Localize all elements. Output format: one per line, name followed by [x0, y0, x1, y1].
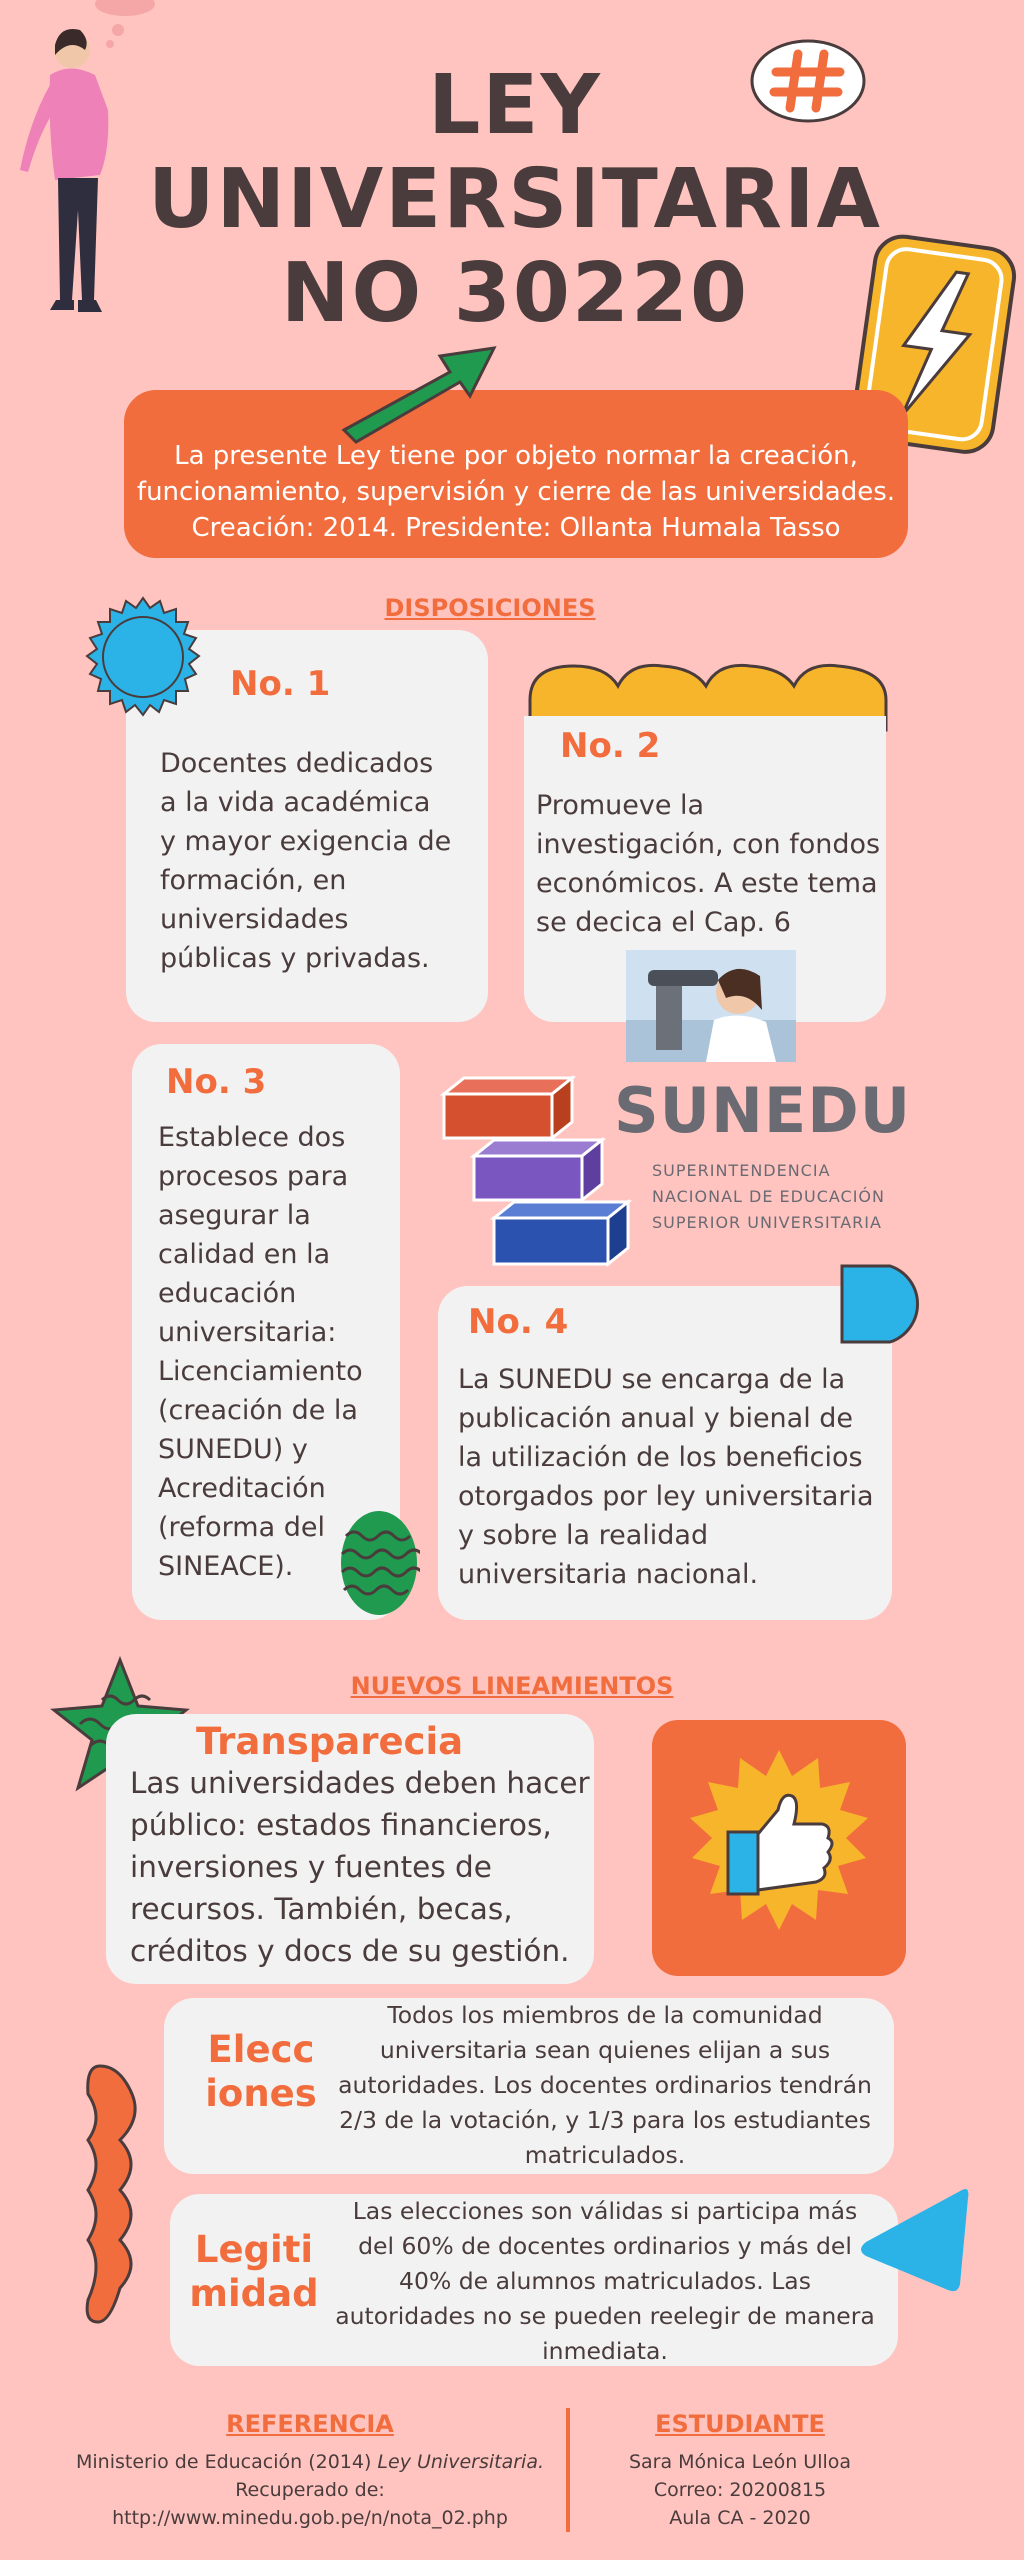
footer-divider: [566, 2408, 570, 2532]
reference-heading: REFERENCIA: [226, 2410, 394, 2438]
arrow-icon: [330, 330, 510, 450]
elecciones-text: Todos los miembros de la comunidad universitaria sean quienes elijan a sus autoridades. Los docentes ordinarios tendrán 2/3 de la votación, y 1/3 para los estudiantes matriculados.: [338, 2001, 872, 2169]
disposicion-number-3: No. 3: [166, 1062, 267, 1102]
semicircle-tab-icon: [838, 1262, 934, 1346]
disposicion-text-4: La SUNEDU se encarga de la publicación anual y bienal de la utilización de los beneficios otorgados por ley universitaria y sobre la realidad universitaria nacional.: [458, 1364, 874, 1590]
transparencia-title: Transparecia: [196, 1720, 464, 1763]
section-heading-disposiciones: DISPOSICIONES: [384, 594, 596, 622]
intro-line: La presente Ley tiene por objeto normar la creación,: [174, 441, 858, 471]
disposicion-text-2: Promueve la investigación, con fondos económicos. A este tema se decica el Cap. 6: [536, 790, 881, 938]
legitimidad-text: Las elecciones son válidas si participa más del 60% de docentes ordinarios y más del 40% de alumnos matriculados. Las autoridades no se pueden reelegir de manera inmediata.: [335, 2197, 875, 2365]
disposicion-number-4: No. 4: [468, 1302, 569, 1342]
intro-line: funcionamiento, supervisión y cierre de las universidades.: [136, 477, 896, 507]
reference-text: Ministerio de Educación (2014) Ley Universitaria. Recuperado de: http://www.minedu.gob.pe/n/nota_02.php: [70, 2448, 550, 2532]
disposicion-text-3: Establece dos procesos para asegurar la calidad en la educación universitaria: Licenciamiento (creación de la SUNEDU) y Acreditación (reforma del SINEACE).: [158, 1122, 363, 1582]
reference-link[interactable]: http://www.minedu.gob.pe/n/nota_02.php: [112, 2507, 508, 2529]
student-heading: ESTUDIANTE: [655, 2410, 825, 2438]
section-heading-lineamientos: NUEVOS LINEAMIENTOS: [350, 1672, 674, 1700]
sunedu-logo-blocks: [438, 1068, 638, 1278]
transparencia-text: Las universidades deben hacer público: estados financieros, inversiones y fuentes de recursos. También, becas, créditos y docs de su gestión.: [130, 1766, 590, 1968]
intro-line: Creación: 2014. Presidente: Ollanta Humala Tasso: [191, 513, 841, 543]
wavy-egg-icon: [338, 1508, 420, 1618]
legitimidad-title: Legiti midad: [189, 2228, 319, 2315]
sunedu-name: SUNEDU: [614, 1074, 912, 1147]
disposicion-number-2: No. 2: [560, 726, 661, 766]
page-title-line-2: UNIVERSITARIA: [147, 152, 883, 247]
student-info: Sara Mónica León Ulloa Correo: 20200815 Aula CA - 2020: [628, 2451, 852, 2529]
disposicion-number-1: No. 1: [230, 664, 331, 704]
page-title-line-1: LEY: [428, 58, 602, 153]
thumbs-up-icon: [652, 1720, 906, 1976]
sunedu-subtitle: SUPERINTENDENCIA NACIONAL DE EDUCACIÓN SUPERIOR UNIVERSITARIA: [652, 1161, 885, 1232]
badge-burst-icon: [80, 596, 206, 722]
disposicion-text-1: Docentes dedicados a la vida académica y mayor exigencia de formación, en universidades públicas y privadas.: [160, 748, 452, 974]
researcher-microscope-photo: [626, 950, 796, 1062]
triangle-icon: [854, 2180, 974, 2300]
intro-box: [124, 390, 908, 558]
elecciones-title: Elecc iones: [205, 2028, 317, 2115]
page-title-line-3: NO 30220: [280, 246, 750, 341]
zigzag-ribbon-icon: [80, 2060, 160, 2328]
